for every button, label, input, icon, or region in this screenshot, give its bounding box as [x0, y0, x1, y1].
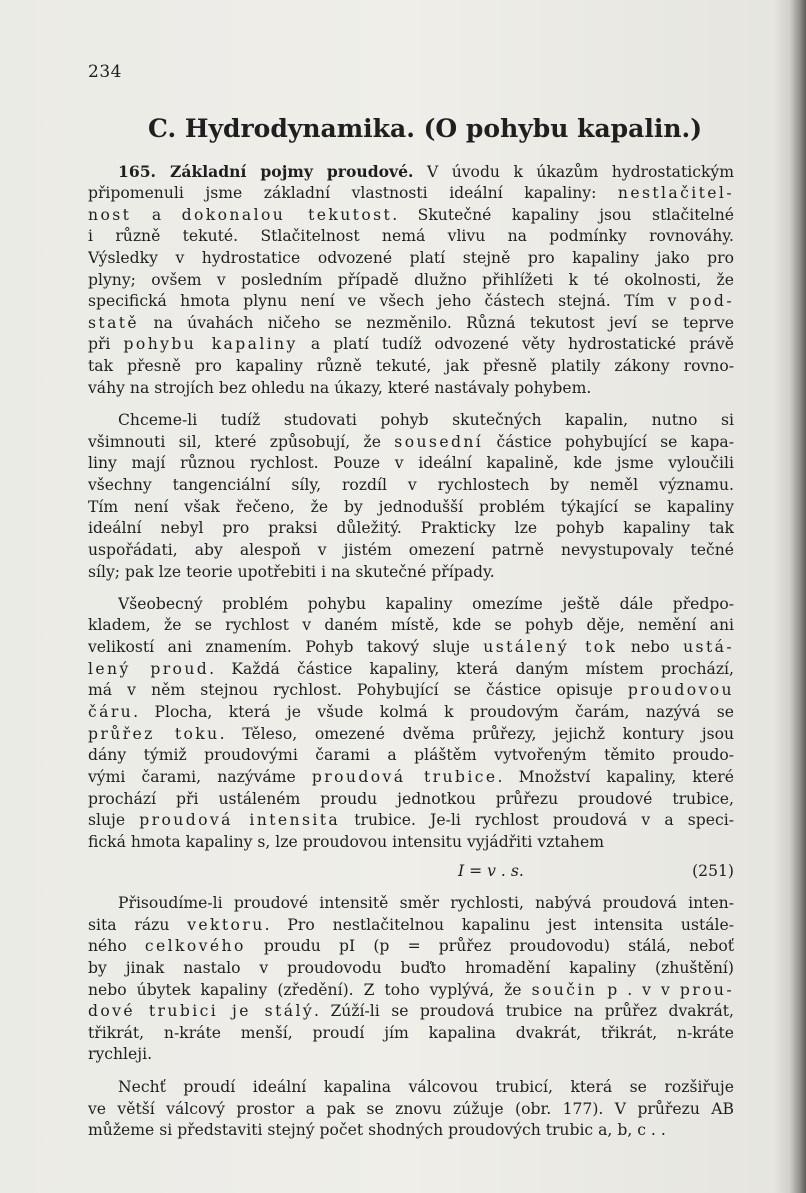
text-run: . Těleso, omezené dvěma průřezy, jejichž kontury jsou [219, 725, 734, 743]
text-line [88, 205, 734, 225]
text-line [88, 810, 734, 830]
text-line [88, 936, 734, 956]
text-run: velikostí ani znamením. Pohyb takový sluje [88, 638, 484, 656]
text-run: . Plocha, která je všude kolmá k proudovým čarám, nazývá se [133, 703, 734, 721]
text-line [88, 1099, 734, 1119]
text-line [88, 270, 734, 290]
text-run: V úvodu k úkazům hydrostatickým [413, 163, 734, 181]
text-line [88, 453, 734, 473]
text-line [88, 745, 734, 765]
text-run: tak přesně pro kapaliny různě tekuté, jak přesně platily zákony rovno- [88, 357, 734, 375]
text-line [88, 432, 734, 452]
page-number: 234 [88, 62, 122, 82]
text-line [88, 334, 734, 354]
text-line [88, 562, 734, 582]
text-run: trubice. Je-li rychlost proudová v a speci- [340, 811, 734, 829]
text-line [118, 162, 734, 182]
text-line [88, 1023, 734, 1043]
text-run: a platí tudíž odvozené věty hydrostatické právě [297, 335, 734, 353]
text-line [88, 540, 734, 560]
text-run: proudu pI (p = průřez proudovodu) stálá, neboť [245, 937, 734, 955]
text-run: nebo [617, 638, 684, 656]
text-line [118, 594, 734, 614]
text-line [88, 291, 734, 311]
text-run: liny mají různou rychlost. Pouze v ideální kapalině, kde jsme vyloučili [88, 454, 734, 472]
text-line [88, 475, 734, 495]
text-run: . Množství kapaliny, které [497, 768, 734, 786]
text-run: . Každá částice kapaliny, která daným místem prochází, [209, 660, 734, 678]
text-run: p . v v [597, 981, 680, 999]
text-run: Chceme-li tudíž studovati pohyb skutečných kapalin, nutno si [118, 411, 734, 429]
text-line [88, 1001, 734, 1021]
text-run: dány týmiž proudovými čarami a pláštěm vytvořeným těmito proudo- [88, 746, 734, 764]
text-line [88, 497, 734, 517]
text-run: Nechť proudí ideální kapalina válcovou trubicí, která se rozšiřuje [118, 1078, 734, 1096]
text-line [88, 832, 734, 852]
text-run: na úvahách ničeho se nezměnilo. Různá tekutost jeví se teprve [139, 314, 734, 332]
spaced-emphasis: vektoru [187, 916, 265, 934]
spaced-emphasis: proudovou [627, 681, 734, 699]
spaced-emphasis: ustá- [683, 638, 734, 656]
text-line [118, 893, 734, 913]
text-run: Všeobecný problém pohybu kapaliny omezíme ještě dále předpo- [118, 595, 734, 613]
text-line [88, 615, 734, 635]
text-run: plyny; ovšem v posledním případě dlužno přihlížeti k té okolnosti, že [88, 271, 734, 289]
spaced-emphasis: průřez toku [88, 725, 220, 743]
equation-number: (251) [692, 862, 734, 880]
chapter-heading: C. Hydrodynamika. (O pohybu kapalin.) [148, 114, 703, 143]
text-line [88, 789, 734, 809]
spaced-emphasis: pod- [689, 292, 734, 310]
text-run: Tím není však řečeno, že by jednodušší problém týkající se kapaliny [88, 498, 734, 516]
spaced-emphasis: nestlačitel- [617, 184, 734, 202]
text-run: má v něm stejnou rychlost. Pohybující se částice opisuje [88, 681, 628, 699]
text-line [88, 1044, 734, 1064]
text-run: ného [88, 937, 145, 955]
text-run: prochází při ustáleném proudu jednotkou průřezu proudové trubice, [88, 790, 734, 808]
text-run: . Skutečné kapaliny jsou stlačitelné [392, 206, 734, 224]
text-line [88, 680, 734, 700]
text-line [88, 724, 734, 744]
spaced-emphasis: statě [88, 314, 140, 332]
text-line [88, 378, 734, 398]
spaced-emphasis: nost [88, 206, 132, 224]
text-run: váhy na strojích bez ohledu na úkazy, které nastávaly pohybem. [88, 379, 592, 397]
text-run: připomenuli jsme základní vlastnosti ideální kapaliny: [88, 184, 618, 202]
text-line [88, 980, 734, 1000]
spaced-emphasis: dokonalou tekutost [181, 206, 393, 224]
text-line [88, 958, 734, 978]
text-line [118, 1077, 734, 1097]
text-run: ve větší válcový prostor a pak se znovu zúžuje (obr. 177). V průřezu AB [88, 1100, 734, 1118]
text-run: Přisoudíme-li proudové intensitě směr rychlosti, nabývá proudová inten- [118, 894, 734, 912]
text-run: i různě tekuté. Stlačitelnost nemá vlivu na podmínky rovnováhy. [88, 227, 734, 245]
text-run: sluje [88, 811, 140, 829]
text-line [88, 356, 734, 376]
text-line [88, 1120, 734, 1140]
text-run: při [88, 335, 124, 353]
text-run: můžeme si představiti stejný počet shodných proudových trubic a, b, c . . [88, 1121, 666, 1139]
text-line [88, 637, 734, 657]
text-line [88, 518, 734, 538]
spaced-emphasis: celkového [144, 937, 246, 955]
text-run: síly; pak lze teorie upotřebiti i na skutečné případy. [88, 563, 495, 581]
text-run: ideální nebyl pro praksi důležitý. Prakticky lze pohyb kapaliny tak [88, 519, 734, 537]
text-run: uspořádati, aby alespoň v jistém omezení patrně nevystupovaly tečné [88, 541, 734, 559]
spaced-emphasis: prou- [679, 981, 734, 999]
spaced-emphasis: lený proud [88, 660, 210, 678]
equation-formula: I = v . s. [458, 862, 524, 880]
text-run: sita rázu [88, 916, 188, 934]
text-line [88, 659, 734, 679]
text-run: fická hmota kapaliny s, lze proudovou intensitu vyjádřiti vztahem [88, 833, 604, 851]
sec-num: 165. [118, 162, 170, 181]
text-run: kladem, že se rychlost v daném místě, kde se pohyb děje, nemění ani [88, 616, 734, 634]
spaced-emphasis: čáru [88, 703, 134, 721]
text-run: . Zúží-li se proudová trubice na průřez dvakrát, [314, 1002, 734, 1020]
page-edge-shadow [790, 0, 806, 1193]
text-line [88, 313, 734, 333]
spaced-emphasis: dové trubici je stálý [88, 1002, 315, 1020]
equation-row [88, 862, 734, 884]
text-line [118, 410, 734, 430]
spaced-emphasis: součin [531, 981, 598, 999]
text-run: všechny tangenciální síly, rozdíl v rychlostech by neměl významu. [88, 476, 734, 494]
text-run: Výsledky v hydrostatice odvozené platí stejně pro kapaliny jako pro [88, 249, 734, 267]
text-line [88, 226, 734, 246]
spaced-emphasis: sousední [394, 433, 484, 451]
text-line [88, 702, 734, 722]
text-run: rychleji. [88, 1045, 153, 1063]
text-line [88, 183, 734, 203]
text-line [88, 915, 734, 935]
text-run: a [131, 206, 182, 224]
sec-title: Základní pojmy proudové. [169, 162, 414, 181]
spaced-emphasis: proudová trubice [311, 768, 498, 786]
text-run: částice pohybující se kapa- [483, 433, 734, 451]
spaced-emphasis: pohybu kapaliny [123, 335, 298, 353]
text-run: . Pro nestlačitelnou kapalinu jest intensita ustále- [264, 916, 734, 934]
spaced-emphasis: ustálený tok [483, 638, 618, 656]
spaced-emphasis: proudová intensita [139, 811, 341, 829]
text-run: specifická hmota plynu není ve všech jeho částech stejná. Tím v [88, 292, 690, 310]
text-line [88, 767, 734, 787]
text-run: by jinak nastalo v proudovodu buďto hromadění kapaliny (zhuštění) [88, 959, 734, 977]
text-run: vými čarami, nazýváme [88, 768, 312, 786]
text-run: třikrát, n-kráte menší, proudí jím kapalina dvakrát, třikrát, n-kráte [88, 1024, 734, 1042]
text-line [88, 248, 734, 268]
text-run: nebo úbytek kapaliny (zředění). Z toho vyplývá, že [88, 981, 532, 999]
text-run: všimnouti sil, které způsobují, že [88, 433, 395, 451]
